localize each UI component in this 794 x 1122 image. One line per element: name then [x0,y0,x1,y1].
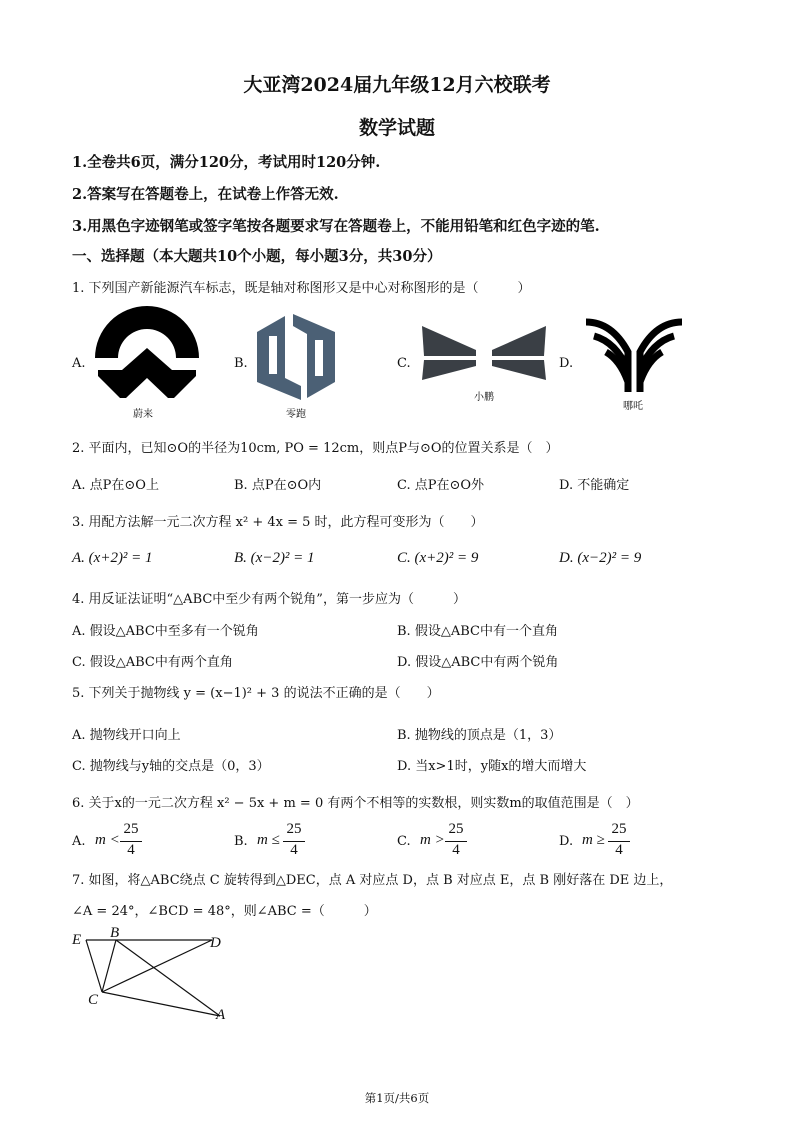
q6-option-a-denominator: 4 [127,842,135,858]
q6-option-d-numerator: 25 [611,821,627,837]
page-number: 第1页/共6页 [364,1091,430,1105]
q1-option-b-caption: 零跑 [286,409,306,420]
q1-stem: 1. 下列国产新能源汽车标志，既是轴对称图形又是中心对称图形的是（ ） [72,281,531,296]
q4-option-b: B. 假设△ABC中有一个直角 [397,624,558,639]
q1-option-c-caption: 小鹏 [474,392,494,403]
q4-option-c: C. 假设△ABC中有两个直角 [72,655,233,670]
q5-option-a: A. 抛物线开口向上 [72,728,181,743]
q4-stem: 4. 用反证法证明“△ABC中至少有两个锐角”，第一步应为（ ） [72,592,466,607]
q6-option-b-numerator: 25 [286,821,302,837]
q1-option-c-letter: C. [397,356,411,371]
exam-title: 大亚湾2024届九年级12月六校联考 [243,74,551,96]
q1-option-a-letter: A. [72,356,86,371]
xpeng-logo-icon [418,322,550,384]
q5-option-c: C. 抛物线与y轴的交点是（0，3） [72,759,270,774]
note-3: 3.用黑色字迹钢笔或签字笔按各题要求写在答题卷上，不能用铅笔和红色字迹的笔. [72,218,600,235]
q6-option-a-relation: m < [95,832,120,848]
section-heading: 一、选择题（本大题共10个小题，每小题3分，共30分） [72,248,442,265]
segment-ec [86,940,102,992]
q6-option-d-relation: m ≥ [582,832,605,848]
q6-option-d-letter: D. [559,834,574,849]
q6-option-d-denominator: 4 [615,842,623,858]
q2-stem: 2. 平面内，已知⊙O的半径为10cm, PO = 12cm，则点P与⊙O的位置关系是（ ） [72,441,559,456]
q1-option-a-caption: 蔚来 [133,409,153,420]
note-2: 2.答案写在答题卷上，在试卷上作答无效. [72,186,339,203]
q6-option-c-letter: C. [397,834,411,849]
q6-option-c-denominator: 4 [452,842,460,858]
segment-bc [102,940,116,992]
nio-logo-icon [92,308,202,404]
q6-stem: 6. 关于x的一元二次方程 x² − 5x + m = 0 有两个不相等的实数根，则实数m的取值范围是（ ） [72,796,639,811]
q1-option-b-letter: B. [234,356,248,371]
neta-logo-icon [582,312,686,396]
q5-option-d: D. 当x>1时，y随x的增大而增大 [397,759,587,774]
q7-label-a: A [216,1007,226,1023]
segment-dc [102,940,212,992]
q6-option-c-numerator: 25 [448,821,464,837]
segment-ca [102,992,220,1016]
note-1: 1.全卷共6页，满分120分，考试用时120分钟. [72,154,381,171]
q2-option-b: B. 点P在⊙O内 [234,478,322,493]
q6-option-b-letter: B. [234,834,248,849]
q2-option-d: D. 不能确定 [559,478,630,493]
leapmotor-logo-icon [255,308,337,404]
q7-stem-line2: ∠A = 24°，∠BCD = 48°，则∠ABC =（ ） [72,904,377,919]
q1-option-d-letter: D. [559,356,574,371]
q6-option-a-numerator: 25 [123,821,139,837]
q3-stem: 3. 用配方法解一元二次方程 x² + 4x = 5 时，此方程可变形为（ ） [72,515,484,530]
q7-label-e: E [72,932,82,948]
q6-option-c-relation: m > [420,832,445,848]
q2-option-a: A. 点P在⊙O上 [72,478,159,493]
q5-option-b: B. 抛物线的顶点是（1，3） [397,728,562,743]
q7-label-b: B [110,925,120,941]
q4-option-a: A. 假设△ABC中至多有一个锐角 [72,624,259,639]
q3-option-d: D. (x−2)² = 9 [559,550,642,566]
q2-option-c: C. 点P在⊙O外 [397,478,485,493]
exam-subtitle: 数学试题 [358,117,435,139]
q6-option-a-letter: A. [72,834,86,849]
q6-option-b-denominator: 4 [290,842,298,858]
q3-option-a: A. (x+2)² = 1 [72,550,153,566]
q7-label-d: D [210,935,221,951]
q1-option-d-caption: 哪吒 [623,401,643,412]
q7-stem-line1: 7. 如图，将△ABC绕点 C 旋转得到△DEC，点 A 对应点 D，点 B 对应点 E，点 B 刚好落在 DE 边上， [72,873,673,888]
q7-label-c: C [88,992,99,1008]
q6-option-b-relation: m ≤ [257,832,280,848]
q3-option-c: C. (x+2)² = 9 [397,550,479,566]
q4-option-d: D. 假设△ABC中有两个锐角 [397,655,559,670]
q5-stem: 5. 下列关于抛物线 y = (x−1)² + 3 的说法不正确的是（ ） [72,686,440,701]
q3-option-b: B. (x−2)² = 1 [234,550,315,566]
